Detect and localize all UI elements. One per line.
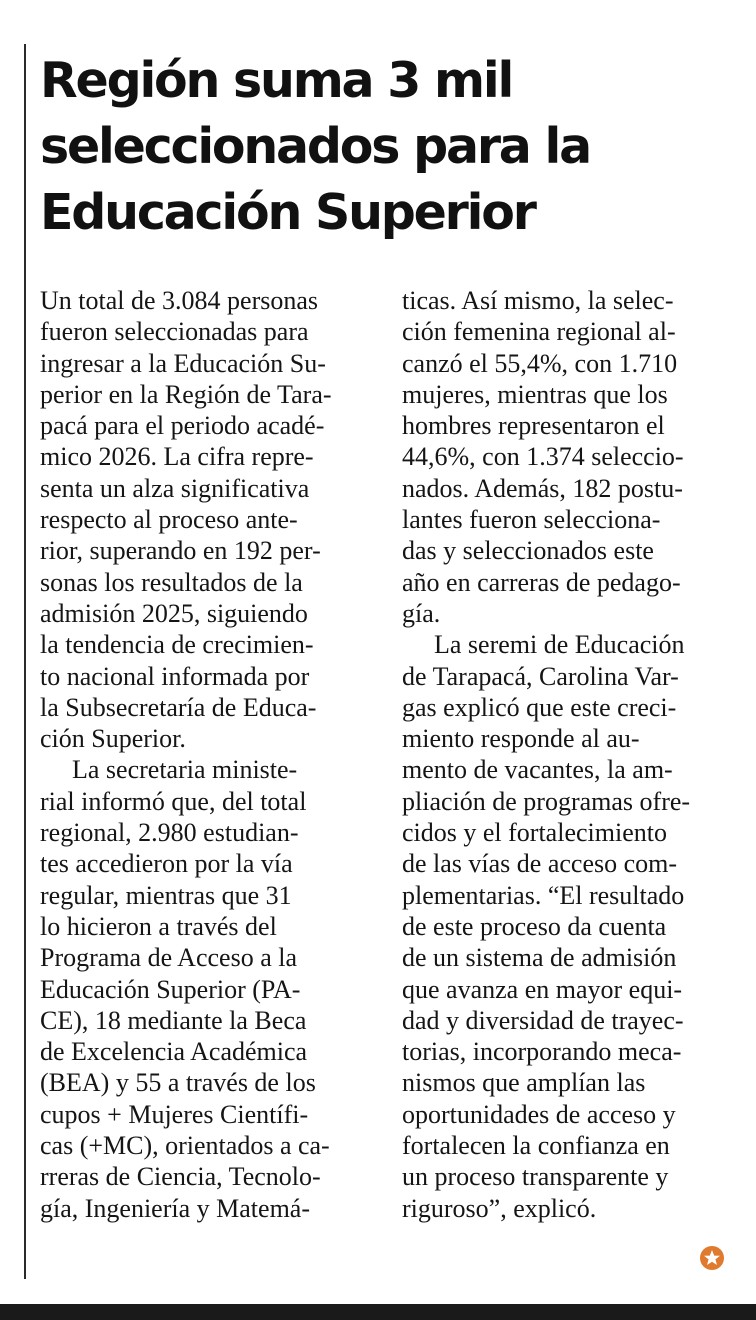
body-line: (BEA) y 55 a través de los bbox=[40, 1068, 316, 1098]
body-line: hombres representaron el bbox=[402, 411, 665, 441]
body-line: la Subsecretaría de Educa- bbox=[40, 692, 317, 722]
body-line: CE), 18 mediante la Beca bbox=[40, 1005, 307, 1035]
body-line: Educación Superior (PA- bbox=[40, 974, 301, 1004]
body-line: 44,6%, con 1.374 seleccio- bbox=[402, 442, 684, 472]
star-end-mark-icon bbox=[698, 1244, 726, 1272]
column-rule bbox=[24, 44, 26, 1279]
body-line: rreras de Ciencia, Tecnolo- bbox=[40, 1162, 321, 1192]
body-line: torias, incorporando meca- bbox=[402, 1037, 682, 1067]
body-line: sonas los resultados de la bbox=[40, 567, 303, 597]
body-column-right bbox=[402, 285, 732, 1224]
body-line: ción Superior. bbox=[40, 724, 186, 754]
body-line: pacá para el periodo acadé- bbox=[40, 411, 325, 441]
body-line: lo hicieron a través del bbox=[40, 911, 277, 941]
headline-line: Región suma 3 mil bbox=[40, 52, 513, 109]
body-line: nismos que amplían las bbox=[402, 1068, 646, 1098]
headline-line: seleccionados para la bbox=[40, 118, 590, 175]
body-line: de un sistema de admisión bbox=[402, 943, 677, 973]
body-line: la tendencia de crecimien- bbox=[40, 630, 314, 660]
body-line: gas explicó que este creci- bbox=[402, 692, 677, 722]
body-column-left bbox=[40, 285, 372, 1224]
body-line: regular, mientras que 31 bbox=[40, 880, 292, 910]
body-line: fortalecen la confianza en bbox=[402, 1131, 670, 1161]
headline-line: Educación Superior bbox=[40, 184, 535, 241]
body-line: mico 2026. La cifra repre- bbox=[40, 442, 314, 472]
body-line: regional, 2.980 estudian- bbox=[40, 818, 299, 848]
body-line: to nacional informada por bbox=[40, 661, 310, 691]
body-line: ingresar a la Educación Su- bbox=[40, 348, 326, 378]
body-line: de las vías de acceso com- bbox=[402, 849, 678, 879]
body-line: rial informó que, del total bbox=[40, 786, 307, 816]
body-line: das y seleccionados este bbox=[402, 536, 654, 566]
body-line: rior, superando en 192 per- bbox=[40, 536, 321, 566]
body-line: de Excelencia Académica bbox=[40, 1037, 308, 1067]
body-line: oportunidades de acceso y bbox=[402, 1099, 676, 1129]
body-line: tes accedieron por la vía bbox=[40, 849, 293, 879]
body-line: riguroso”, explicó. bbox=[402, 1193, 597, 1223]
body-line: gía, Ingeniería y Matemá- bbox=[40, 1193, 310, 1223]
body-line: miento responde al au- bbox=[402, 724, 640, 754]
body-line: ción femenina regional al- bbox=[402, 317, 676, 347]
body-line: un proceso transparente y bbox=[402, 1162, 669, 1192]
body-line: cupos + Mujeres Científi- bbox=[40, 1099, 309, 1129]
body-line: cas (+MC), orientados a ca- bbox=[40, 1131, 330, 1161]
body-line: canzó el 55,4%, con 1.710 bbox=[402, 348, 678, 378]
body-line: de este proceso da cuenta bbox=[402, 911, 667, 941]
body-line: Un total de 3.084 personas bbox=[40, 286, 319, 315]
body-line: pliación de programas ofre- bbox=[402, 786, 691, 816]
body-line: mento de vacantes, la am- bbox=[402, 755, 673, 785]
body-line: Programa de Acceso a la bbox=[40, 943, 298, 973]
body-line: admisión 2025, siguiendo bbox=[40, 598, 308, 628]
body-line: perior en la Región de Tara- bbox=[40, 379, 332, 409]
body-line: gía. bbox=[402, 598, 441, 628]
body-line: nados. Además, 182 postu- bbox=[402, 473, 683, 503]
body-line: ticas. Así mismo, la selec- bbox=[402, 286, 674, 315]
body-line: respecto al proceso ante- bbox=[40, 505, 298, 535]
body-line: plementarias. “El resultado bbox=[402, 880, 685, 910]
page-bottom-bar bbox=[0, 1304, 756, 1320]
body-line: La seremi de Educación bbox=[434, 630, 685, 660]
body-line: de Tarapacá, Carolina Var- bbox=[402, 661, 679, 691]
body-line: senta un alza significativa bbox=[40, 473, 310, 503]
headline bbox=[40, 48, 740, 246]
body-line: año en carreras de pedago- bbox=[402, 567, 681, 597]
body-line: fueron seleccionadas para bbox=[40, 317, 309, 347]
body-line: cidos y el fortalecimiento bbox=[402, 818, 667, 848]
body-line: mujeres, mientras que los bbox=[402, 379, 668, 409]
body-line: dad y diversidad de trayec- bbox=[402, 1005, 684, 1035]
body-line: La secretaria ministe- bbox=[72, 755, 298, 785]
body-line: que avanza en mayor equi- bbox=[402, 974, 683, 1004]
body-line: lantes fueron selecciona- bbox=[402, 505, 661, 535]
